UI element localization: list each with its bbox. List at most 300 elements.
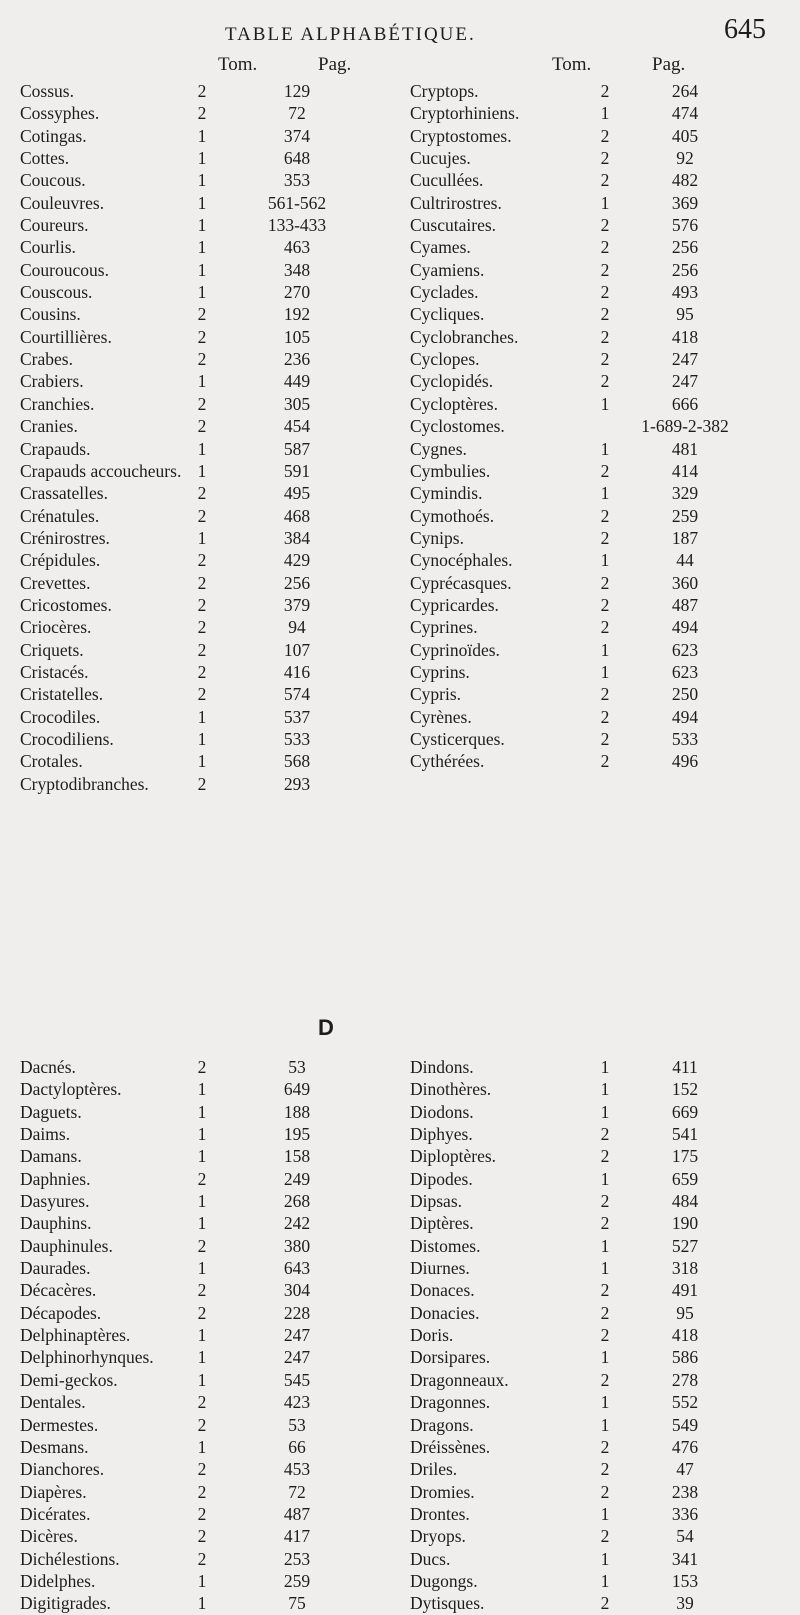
entry-tome: 2 <box>600 728 610 749</box>
entry-tome: 2 <box>197 1302 207 1323</box>
entry-name: Cossus. <box>20 81 74 101</box>
entry-tome: 2 <box>600 1593 610 1614</box>
entry-name: Cycliques. <box>410 304 485 325</box>
entry-name: Crassatelles. <box>20 483 108 504</box>
entry-page: 418 <box>671 1325 699 1346</box>
entry-tome: 2 <box>197 1057 207 1077</box>
entry-page: 411 <box>672 1057 698 1077</box>
entry-name: Crénirostres. <box>20 527 110 548</box>
entry-tome: 1 <box>600 103 610 124</box>
entry-page: 264 <box>671 81 699 101</box>
entry-name: Courlis. <box>20 237 76 258</box>
column-header-tom-right: Tom. <box>552 54 592 75</box>
entry-name: Crabes. <box>20 349 73 370</box>
entry-tome: 1 <box>197 751 207 772</box>
entry-tome: 1 <box>197 1191 207 1212</box>
entry-page: 623 <box>671 661 699 682</box>
entry-name: Dipodes. <box>410 1168 473 1189</box>
index-entry <box>0 572 390 594</box>
entry-name: Cotingas. <box>20 125 87 146</box>
index-entry <box>0 1436 390 1458</box>
entry-page: 75 <box>288 1593 306 1614</box>
entry-tome: 2 <box>600 1526 610 1547</box>
entry-page: 66 <box>288 1436 306 1457</box>
entry-name: Crocodiliens. <box>20 728 114 749</box>
entry-tome: 2 <box>197 1280 207 1301</box>
entry-name: Dipsas. <box>410 1191 463 1212</box>
entry-tome: 1 <box>197 282 207 303</box>
entry-page: 242 <box>283 1213 311 1234</box>
index-entry <box>0 527 390 549</box>
page-number: 645 <box>724 14 766 45</box>
entry-page: 329 <box>671 483 699 504</box>
entry-page: 94 <box>288 617 306 638</box>
entry-page: 648 <box>283 148 311 169</box>
entry-name: Dryops. <box>410 1526 466 1547</box>
index-entry <box>0 616 390 638</box>
entry-page: 541 <box>671 1124 699 1145</box>
index-entry <box>0 1168 390 1190</box>
entry-page: 549 <box>671 1414 699 1435</box>
entry-tome: 2 <box>600 81 610 101</box>
entry-page: 666 <box>671 393 699 414</box>
entry-tome: 2 <box>600 1436 610 1457</box>
entry-name: Cyprécasques. <box>410 572 512 593</box>
index-entry <box>410 1078 800 1100</box>
index-entry <box>410 415 800 437</box>
entry-page: 453 <box>283 1459 311 1480</box>
section-c-left-column <box>0 80 390 795</box>
entry-name: Dromies. <box>410 1481 475 1502</box>
index-entry <box>410 661 800 683</box>
index-entry <box>410 1503 800 1525</box>
entry-name: Dragonneaux. <box>410 1369 509 1390</box>
index-entry <box>410 1235 800 1257</box>
entry-page: 259 <box>671 505 699 526</box>
entry-tome: 2 <box>600 594 610 615</box>
entry-tome: 1 <box>600 1101 610 1122</box>
entry-name: Crevettes. <box>20 572 91 593</box>
entry-page: 293 <box>283 773 311 794</box>
entry-tome: 2 <box>600 304 610 325</box>
entry-name: Cyclopes. <box>410 349 480 370</box>
entry-tome: 2 <box>197 505 207 526</box>
index-entry <box>410 728 800 750</box>
entry-tome: 1 <box>600 1347 610 1368</box>
entry-tome: 1 <box>197 728 207 749</box>
entry-page: 348 <box>283 259 311 280</box>
entry-name: Cranchies. <box>20 393 95 414</box>
entry-name: Cypricardes. <box>410 594 499 615</box>
entry-tome: 1 <box>600 1258 610 1279</box>
index-entry <box>410 616 800 638</box>
index-entry <box>0 1570 390 1592</box>
entry-page: 527 <box>671 1235 699 1256</box>
entry-tome: 1 <box>197 1258 207 1279</box>
entry-name: Diploptères. <box>410 1146 497 1167</box>
index-entry <box>410 482 800 504</box>
index-entry <box>0 1458 390 1480</box>
index-entry <box>410 683 800 705</box>
index-entry <box>0 1302 390 1324</box>
entry-tome: 2 <box>197 617 207 638</box>
entry-name: Coucous. <box>20 170 86 191</box>
entry-tome: 2 <box>197 103 207 124</box>
entry-tome: 1 <box>197 192 207 213</box>
entry-tome: 1 <box>197 215 207 236</box>
index-entry <box>410 438 800 460</box>
entry-page: 195 <box>283 1124 311 1145</box>
entry-tome: 2 <box>600 282 610 303</box>
entry-page: 253 <box>283 1548 311 1569</box>
entry-page: 545 <box>283 1369 311 1390</box>
entry-page: 249 <box>283 1168 311 1189</box>
entry-name: Cyames. <box>410 237 471 258</box>
index-entry <box>410 370 800 392</box>
entry-name: Crénatules. <box>20 505 100 526</box>
entry-name: Cythérées. <box>410 751 485 772</box>
entry-page: 72 <box>288 103 306 124</box>
entry-tome: 2 <box>600 460 610 481</box>
index-entry <box>0 1548 390 1570</box>
entry-name: Cyprins. <box>410 661 470 682</box>
entry-page: 247 <box>283 1325 311 1346</box>
index-entry <box>410 1123 800 1145</box>
entry-page: 158 <box>283 1146 311 1167</box>
entry-name: Cymbulies. <box>410 460 491 481</box>
entry-tome: 2 <box>197 349 207 370</box>
entry-name: Crépidules. <box>20 550 101 571</box>
entry-tome: 2 <box>600 1302 610 1323</box>
index-entry <box>0 505 390 527</box>
entry-page: 228 <box>283 1302 311 1323</box>
index-entry <box>410 1369 800 1391</box>
entry-page: 256 <box>283 572 311 593</box>
index-entry <box>0 102 390 124</box>
index-entry <box>410 1525 800 1547</box>
entry-tome: 1 <box>197 1146 207 1167</box>
entry-tome: 1 <box>600 639 610 660</box>
entry-name: Décacères. <box>20 1280 97 1301</box>
entry-page: 304 <box>283 1280 311 1301</box>
index-entry <box>0 773 390 795</box>
entry-tome: 1 <box>197 371 207 392</box>
entry-page: 95 <box>676 304 694 325</box>
index-entry <box>410 303 800 325</box>
entry-tome: 2 <box>197 661 207 682</box>
index-entry <box>0 236 390 258</box>
index-entry <box>410 236 800 258</box>
index-entry <box>0 750 390 772</box>
index-entry <box>410 1168 800 1190</box>
index-entry <box>410 1279 800 1301</box>
index-entry <box>0 192 390 214</box>
entry-tome: 2 <box>600 505 610 526</box>
entry-page: 1-689-2-382 <box>641 416 729 437</box>
entry-page: 247 <box>671 371 699 392</box>
entry-tome: 1 <box>197 706 207 727</box>
entry-page: 449 <box>283 371 311 392</box>
entry-name: Cyprines. <box>410 617 478 638</box>
entry-page: 591 <box>283 460 311 481</box>
entry-name: Cynips. <box>410 527 464 548</box>
entry-page: 369 <box>671 192 699 213</box>
entry-name: Cyprinoïdes. <box>410 639 500 660</box>
entry-tome: 2 <box>600 1459 610 1480</box>
entry-tome: 1 <box>600 1570 610 1591</box>
entry-page: 236 <box>283 349 311 370</box>
index-entry <box>410 102 800 124</box>
entry-page: 384 <box>283 527 311 548</box>
index-entry <box>410 80 800 102</box>
entry-name: Cyclopidés. <box>410 371 494 392</box>
index-entry <box>410 348 800 370</box>
entry-page: 496 <box>671 751 699 772</box>
index-entry <box>0 415 390 437</box>
entry-tome: 1 <box>600 1392 610 1413</box>
entry-tome: 2 <box>197 1392 207 1413</box>
entry-name: Criocères. <box>20 617 92 638</box>
entry-name: Cyclobranches. <box>410 326 519 347</box>
entry-tome: 2 <box>600 1325 610 1346</box>
entry-tome: 1 <box>197 1124 207 1145</box>
entry-page: 533 <box>283 728 311 749</box>
entry-name: Diapères. <box>20 1481 87 1502</box>
entry-tome: 1 <box>600 1503 610 1524</box>
entry-page: 494 <box>671 617 699 638</box>
entry-name: Cousins. <box>20 304 81 325</box>
entry-page: 256 <box>671 259 699 280</box>
entry-name: Cycloptères. <box>410 393 498 414</box>
entry-name: Cynocéphales. <box>410 550 513 571</box>
entry-name: Doris. <box>410 1325 454 1346</box>
entry-tome: 1 <box>197 438 207 459</box>
entry-tome: 2 <box>197 1526 207 1547</box>
entry-page: 468 <box>283 505 311 526</box>
entry-name: Dichélestions. <box>20 1548 120 1569</box>
entry-name: Cyclades. <box>410 282 479 303</box>
entry-name: Dugongs. <box>410 1570 478 1591</box>
entry-page: 418 <box>671 326 699 347</box>
entry-page: 259 <box>283 1570 311 1591</box>
index-entry <box>0 438 390 460</box>
entry-page: 341 <box>671 1548 699 1569</box>
entry-page: 414 <box>671 460 699 481</box>
entry-page: 360 <box>671 572 699 593</box>
entry-page: 153 <box>671 1570 699 1591</box>
entry-tome: 1 <box>197 125 207 146</box>
index-entry <box>0 1369 390 1391</box>
index-entry <box>0 1503 390 1525</box>
entry-page: 374 <box>283 125 311 146</box>
entry-name: Cymothoés. <box>410 505 495 526</box>
entry-tome: 2 <box>197 483 207 504</box>
index-entry <box>410 1145 800 1167</box>
index-entry <box>0 482 390 504</box>
index-entry <box>410 1436 800 1458</box>
index-entry <box>410 706 800 728</box>
entry-name: Diodons. <box>410 1101 474 1122</box>
entry-page: 587 <box>283 438 311 459</box>
entry-page: 574 <box>283 684 311 705</box>
index-entry <box>0 706 390 728</box>
entry-name: Distomes. <box>410 1235 481 1256</box>
index-entry <box>410 1302 800 1324</box>
entry-tome: 2 <box>600 1280 610 1301</box>
index-entry <box>0 460 390 482</box>
entry-name: Dréissènes. <box>410 1436 491 1457</box>
entry-page: 494 <box>671 706 699 727</box>
entry-tome: 1 <box>197 148 207 169</box>
section-c-right-column <box>410 80 800 773</box>
entry-page: 247 <box>283 1347 311 1368</box>
entry-page: 417 <box>283 1526 311 1547</box>
index-entry <box>0 125 390 147</box>
entry-tome: 2 <box>197 81 207 101</box>
entry-page: 623 <box>671 639 699 660</box>
entry-name: Courtillières. <box>20 326 112 347</box>
entry-name: Crocodiles. <box>20 706 101 727</box>
entry-tome: 2 <box>197 1168 207 1189</box>
index-entry <box>0 1279 390 1301</box>
entry-name: Crabiers. <box>20 371 84 392</box>
entry-name: Digitigrades. <box>20 1593 111 1614</box>
entry-tome: 2 <box>197 416 207 437</box>
index-entry <box>410 505 800 527</box>
index-entry <box>410 1101 800 1123</box>
index-entry <box>0 1592 390 1614</box>
entry-page: 190 <box>671 1213 699 1234</box>
entry-name: Dinothères. <box>410 1079 492 1100</box>
index-entry <box>410 125 800 147</box>
entry-name: Damans. <box>20 1146 82 1167</box>
entry-tome: 1 <box>600 1168 610 1189</box>
entry-page: 576 <box>671 215 699 236</box>
entry-tome: 1 <box>197 1213 207 1234</box>
entry-name: Cypris. <box>410 684 462 705</box>
entry-name: Cuscutaires. <box>410 215 497 236</box>
entry-tome: 1 <box>600 438 610 459</box>
entry-tome: 1 <box>600 393 610 414</box>
entry-page: 353 <box>283 170 311 191</box>
entry-page: 552 <box>671 1392 699 1413</box>
index-entry <box>0 1525 390 1547</box>
entry-page: 487 <box>671 594 699 615</box>
index-entry <box>0 1414 390 1436</box>
entry-page: 44 <box>676 550 694 571</box>
entry-name: Cryptostomes. <box>410 125 512 146</box>
entry-page: 129 <box>283 81 311 101</box>
entry-page: 318 <box>671 1258 699 1279</box>
entry-page: 669 <box>671 1101 699 1122</box>
entry-name: Cyamiens. <box>410 259 485 280</box>
entry-tome: 1 <box>197 460 207 481</box>
index-entry <box>0 1324 390 1346</box>
entry-tome: 2 <box>197 304 207 325</box>
entry-name: Cucujes. <box>410 148 471 169</box>
entry-name: Dianchores. <box>20 1459 105 1480</box>
entry-tome: 2 <box>600 148 610 169</box>
entry-name: Cristacés. <box>20 661 89 682</box>
entry-name: Desmans. <box>20 1436 89 1457</box>
entry-name: Cranies. <box>20 416 78 437</box>
entry-page: 133-433 <box>267 215 327 236</box>
index-entry <box>0 661 390 683</box>
entry-tome: 2 <box>197 1414 207 1435</box>
entry-name: Dactyloptères. <box>20 1079 122 1100</box>
entry-page: 270 <box>283 282 311 303</box>
entry-tome: 2 <box>197 684 207 705</box>
section-d-right-column <box>410 1056 800 1615</box>
column-header-pag-right: Pag. <box>652 54 686 75</box>
entry-tome: 1 <box>600 550 610 571</box>
entry-page: 586 <box>671 1347 699 1368</box>
index-entry <box>410 527 800 549</box>
entry-name: Couscous. <box>20 282 93 303</box>
entry-name: Daphnies. <box>20 1168 91 1189</box>
entry-tome: 1 <box>600 192 610 213</box>
entry-tome: 2 <box>600 1124 610 1145</box>
index-entry <box>410 1257 800 1279</box>
entry-name: Cysticerques. <box>410 728 505 749</box>
index-entry <box>410 1548 800 1570</box>
entry-page: 95 <box>676 1302 694 1323</box>
index-entry <box>410 750 800 772</box>
entry-tome: 2 <box>600 125 610 146</box>
entry-tome: 2 <box>600 1146 610 1167</box>
entry-tome: 2 <box>600 1213 610 1234</box>
entry-name: Cyclostomes. <box>410 416 505 437</box>
entry-name: Criquets. <box>20 639 84 660</box>
index-entry <box>0 1257 390 1279</box>
index-entry <box>410 639 800 661</box>
index-entry <box>410 549 800 571</box>
entry-name: Didelphes. <box>20 1570 96 1591</box>
entry-name: Décapodes. <box>20 1302 102 1323</box>
index-entry <box>0 1346 390 1368</box>
entry-tome: 2 <box>600 617 610 638</box>
entry-name: Dauphinules. <box>20 1235 113 1256</box>
index-entry <box>410 169 800 191</box>
entry-tome: 1 <box>600 1057 610 1077</box>
entry-page: 256 <box>671 237 699 258</box>
entry-name: Daims. <box>20 1124 71 1145</box>
entry-tome: 1 <box>197 170 207 191</box>
index-entry <box>0 259 390 281</box>
entry-tome: 2 <box>600 259 610 280</box>
entry-tome: 2 <box>197 639 207 660</box>
entry-name: Donaces. <box>410 1280 475 1301</box>
index-entry <box>0 728 390 750</box>
entry-name: Dasyures. <box>20 1191 90 1212</box>
entry-tome: 1 <box>197 1347 207 1368</box>
entry-tome: 2 <box>197 594 207 615</box>
entry-page: 429 <box>283 550 311 571</box>
entry-page: 495 <box>283 483 311 504</box>
entry-tome: 2 <box>197 572 207 593</box>
entry-name: Daurades. <box>20 1258 91 1279</box>
entry-tome: 2 <box>600 215 610 236</box>
entry-tome: 1 <box>600 1548 610 1569</box>
entry-tome: 2 <box>197 1548 207 1569</box>
entry-page: 568 <box>283 751 311 772</box>
index-entry <box>0 80 390 102</box>
entry-page: 649 <box>283 1079 311 1100</box>
index-entry <box>410 281 800 303</box>
page-title: TABLE ALPHABÉTIQUE. <box>225 24 476 45</box>
entry-page: 454 <box>283 416 311 437</box>
entry-page: 238 <box>671 1481 699 1502</box>
